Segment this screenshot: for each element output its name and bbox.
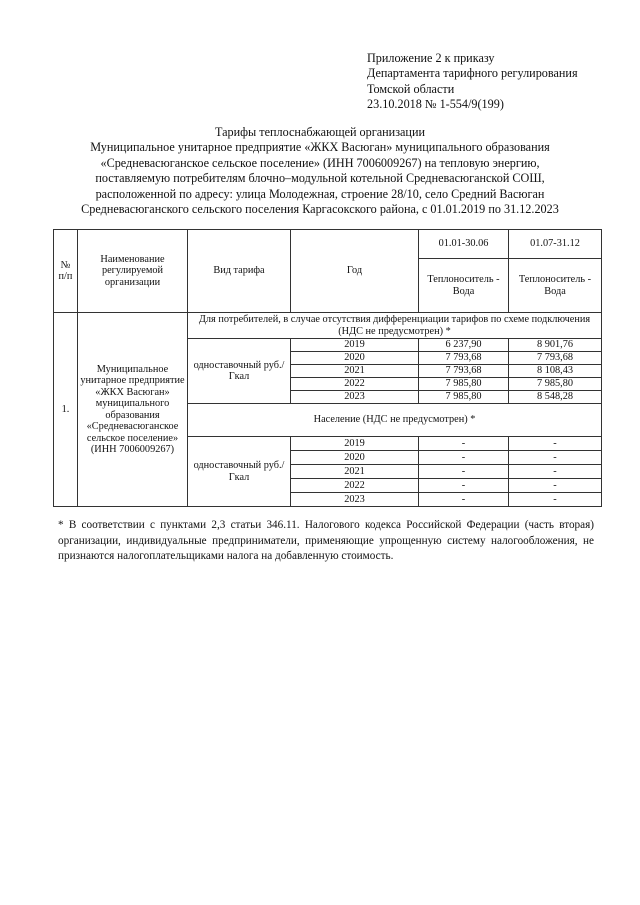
value-h2: 7 793,68 [509, 352, 602, 365]
year-cell: 2020 [291, 352, 419, 365]
section-heading-consumers: Для потребителей, в случае отсутствия дифференциации тарифов по схеме подключения (НДС не предусмотрен) * [188, 313, 602, 339]
value-h1: - [419, 493, 509, 507]
header-tariff-type: Вид тарифа [188, 230, 291, 313]
value-h2: 7 985,80 [509, 378, 602, 391]
row-number: 1. [54, 313, 78, 507]
value-h2: 8 901,76 [509, 339, 602, 352]
year-cell: 2022 [291, 479, 419, 493]
title-line: Муниципальное унитарное предприятие «ЖКХ Васюган» муниципального образования [90, 140, 550, 155]
header-org: Наименование регулируемой организации [78, 230, 188, 313]
value-h1: - [419, 465, 509, 479]
header-period-2: 01.07-31.12 [509, 230, 602, 259]
header-year: Год [291, 230, 419, 313]
section-heading-population: Население (НДС не предусмотрен) * [188, 404, 602, 437]
title-line: расположенной по адресу: улица Молодежная, строение 28/10, село Средний Васюган [95, 186, 545, 201]
title-line: Средневасюганского сельского поселения Каргасокского района, с 01.01.2019 по 31.12.2023 [81, 202, 559, 217]
value-h1: 7 793,68 [419, 352, 509, 365]
year-cell: 2021 [291, 365, 419, 378]
appendix-block [367, 51, 578, 113]
appendix-line: Приложение 2 к приказу [367, 51, 495, 65]
year-cell: 2023 [291, 391, 419, 404]
header-num: № п/п [54, 230, 78, 313]
value-h2: 8 108,43 [509, 365, 602, 378]
value-h2: - [509, 437, 602, 451]
title-line: «Средневасюганское сельское поселение» (ИНН 7006009267) на тепловую энергию, [100, 155, 540, 170]
value-h1: 7 793,68 [419, 365, 509, 378]
header-carrier-1: Теплоноситель - Вода [419, 259, 509, 313]
value-h1: - [419, 451, 509, 465]
tariff-type-cell: одноставочный руб./Гкал [188, 339, 291, 404]
value-h1: - [419, 479, 509, 493]
appendix-line: 23.10.2018 № 1-554/9(199) [367, 97, 504, 112]
year-cell: 2023 [291, 493, 419, 507]
title-line: поставляемую потребителям блочно–модульной котельной Средневасюганской СОШ, [95, 171, 545, 186]
year-cell: 2019 [291, 339, 419, 352]
value-h1: 7 985,80 [419, 378, 509, 391]
value-h2: - [509, 493, 602, 507]
header-carrier-2: Теплоноситель - Вода [509, 259, 602, 313]
value-h2: 8 548,28 [509, 391, 602, 404]
header-period-1: 01.01-30.06 [419, 230, 509, 259]
year-cell: 2020 [291, 451, 419, 465]
value-h2: - [509, 451, 602, 465]
value-h2: - [509, 465, 602, 479]
tariff-type-cell: одноставочный руб./Гкал [188, 437, 291, 507]
title-line: Тарифы теплоснабжающей организации [214, 125, 425, 139]
value-h2: - [509, 479, 602, 493]
value-h1: 6 237,90 [419, 339, 509, 352]
value-h1: - [419, 437, 509, 451]
year-cell: 2022 [291, 378, 419, 391]
appendix-line: Томской области [367, 81, 455, 96]
document-title [60, 125, 580, 217]
org-name: Муниципальное унитарное предприятие «ЖКХ Васюган» муниципального образования «Средневасюганское сельское поселение» (ИНН 7006009267) [78, 313, 188, 507]
value-h1: 7 985,80 [419, 391, 509, 404]
tariff-table [53, 229, 602, 507]
year-cell: 2021 [291, 465, 419, 479]
appendix-line: Департамента тарифного регулирования [367, 66, 578, 81]
year-cell: 2019 [291, 437, 419, 451]
footnote: * В соответствии с пунктами 2,3 статьи 346.11. Налогового кодекса Российской Федерации (часть вторая) организации, индивидуальные предприниматели, применяющие упрощенную систему налогообложения, не признаются налогоплательщиками налога на добавленную стоимость. [58, 519, 594, 562]
